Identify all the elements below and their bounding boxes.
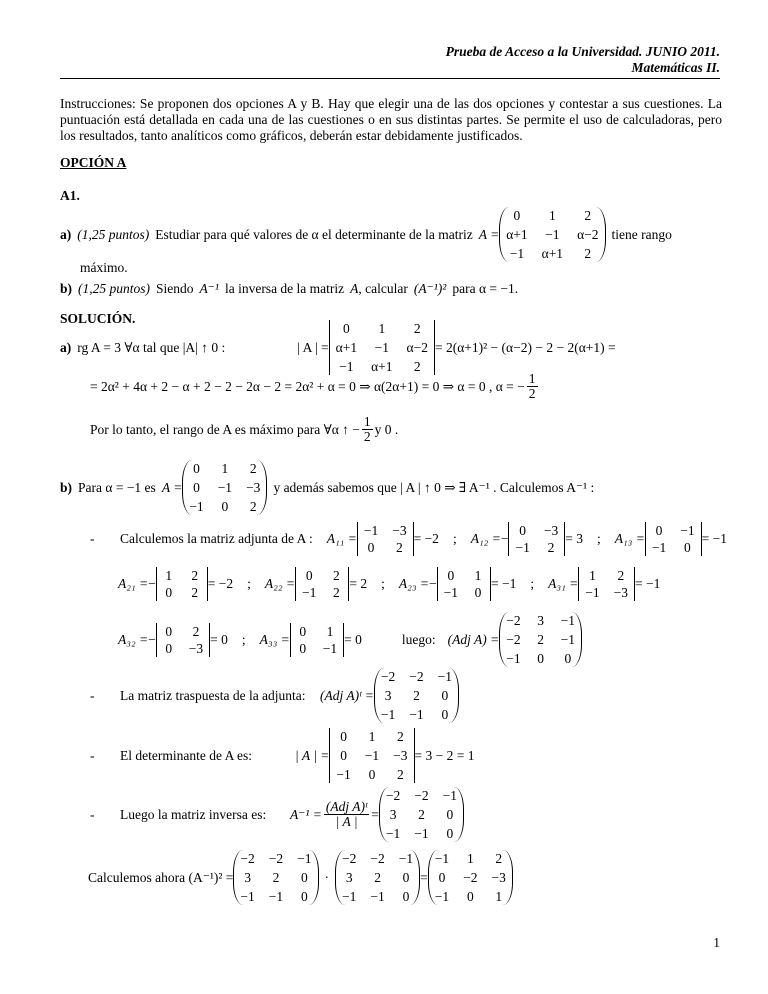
inverse-matrix <box>379 787 464 842</box>
cofactor-minor <box>295 567 349 601</box>
solution-a-conclusion <box>90 415 398 444</box>
cofactor-value: = 3 <box>565 531 583 546</box>
question-b-expr: (A⁻¹)² <box>413 281 447 296</box>
matrix-cell: 2 <box>547 540 555 555</box>
question-id: A1. <box>60 188 80 203</box>
matrix-cell: 0 <box>299 640 307 656</box>
matrix-cell: −1 <box>370 889 385 904</box>
question-a-cont: máximo. <box>80 260 128 275</box>
inverse-line <box>90 787 464 842</box>
cofactor-value: = 2 <box>349 576 368 591</box>
solution-a-label: a) <box>60 339 72 355</box>
dot-operator: · <box>324 869 330 885</box>
solution-a-line2 <box>90 372 540 401</box>
determinant-label: El determinante de A es: <box>120 747 252 763</box>
matrix-cell: −1 <box>509 246 525 261</box>
matrix-cell: 0 <box>343 321 350 336</box>
matrix-cell: 2 <box>617 568 625 583</box>
cofactor-value: = 0 <box>210 631 228 647</box>
header-rule <box>60 78 720 79</box>
matrix-cell: 1 <box>378 321 386 336</box>
matrix-cell: 2 <box>396 767 404 782</box>
cofactor-minor <box>290 623 344 657</box>
cofactor-value: = −2 <box>207 576 234 591</box>
solution-b-after: y además sabemos que | A | ↑ 0 ⇒ ∃ A⁻¹ . Calculemos A⁻¹ : <box>273 479 595 495</box>
matrix-cell: 0 <box>300 889 308 904</box>
matrix-cell: 2 <box>374 870 381 885</box>
matrix-cell: 2 <box>413 359 421 374</box>
square-factor-1 <box>233 850 318 905</box>
cofactor-value: = −1 <box>635 576 661 591</box>
question-a-points: (1,25 puntos) <box>77 226 150 242</box>
matrix-cell: −3 <box>543 523 559 538</box>
solution-b-label: b) <box>60 479 73 495</box>
matrix-cell: 1 <box>474 568 482 583</box>
cofactor <box>615 522 727 556</box>
cofactor-name: A₂₂ = <box>264 576 295 591</box>
separator: ; <box>596 531 601 546</box>
matrix-cell: 2 <box>333 585 340 600</box>
matrix-cell: −1 <box>268 889 284 904</box>
matrix-cell: 0 <box>655 523 663 538</box>
matrix-cell: 2 <box>413 688 420 703</box>
matrix-cell: −1 <box>443 585 459 600</box>
conclusion-text: y 0 . <box>374 421 399 437</box>
matrix-cell: −2 <box>506 613 521 628</box>
square-result <box>428 850 513 905</box>
matrix-cell: −1 <box>585 585 600 600</box>
matrix-cell: 0 <box>300 870 308 885</box>
det-lhs: | A | = <box>297 339 329 355</box>
matrix-cell: −1 <box>506 651 521 666</box>
matrix-cell: 3 <box>345 870 353 885</box>
matrix-cell: 0 <box>402 889 410 904</box>
matrix-cell: 0 <box>340 748 347 763</box>
matrix-cell: −2 <box>506 632 521 647</box>
matrix-cell: 2 <box>396 540 403 555</box>
matrix-cell: −3 <box>393 748 408 763</box>
det-simplification: = 2α² + 4α + 2 − α + 2 − 2 − 2α − 2 = 2α² + α = 0 ⇒ α(2α+1) = 0 ⇒ α = 0 , α = − <box>90 378 525 394</box>
question-a-text: Estudiar para qué valores de α el determinante de la matriz <box>155 226 473 242</box>
determinant-matrix <box>329 728 414 783</box>
matrix-cell: 2 <box>584 208 592 223</box>
cofactor-name: A₂₃ = <box>398 576 430 591</box>
matrix-cell: −1 <box>339 359 354 374</box>
question-a-label: a) <box>60 226 72 242</box>
inverse-label: Luego la matriz inversa es: <box>120 806 267 822</box>
matrix-cell: 2 <box>249 499 257 514</box>
matrix-cell: −2 <box>414 788 429 803</box>
matrix-cell: 0 <box>519 523 527 538</box>
matrix-name: A = <box>478 226 500 242</box>
matrix-cell: −1 <box>434 851 450 866</box>
header-title: Prueba de Acceso a la Universidad. JUNIO 2011. <box>445 44 720 59</box>
matrix-cell: 3 <box>389 807 397 822</box>
matrix-cell: −1 <box>322 640 338 656</box>
matrix-cell: 1 <box>165 568 173 583</box>
cofactor-name: A₃₁ = <box>548 576 579 591</box>
matrix-cell: −1 <box>442 788 458 803</box>
frac-den: 2 <box>363 429 371 444</box>
matrix-cell: −1 <box>434 889 450 904</box>
matrix-cell: 2 <box>272 870 280 885</box>
frac-den: | A | <box>335 814 358 829</box>
cofactor-row-3 <box>118 612 582 667</box>
matrix-cell: 3 <box>537 613 544 628</box>
cofactor-name: A₁₂ = <box>470 531 501 546</box>
matrix-cell: 0 <box>513 208 521 223</box>
cofactor-name: A₂₁ = <box>118 576 149 591</box>
matrix-cell: 0 <box>367 540 375 555</box>
matrix-cell: 1 <box>466 851 474 866</box>
fraction <box>362 415 373 444</box>
transpose-label: La matriz traspuesta de la adjunta: <box>120 687 306 703</box>
bullet: - <box>90 687 95 703</box>
bullet: - <box>90 747 95 763</box>
matrix-cell: 3 <box>384 688 392 703</box>
matrix-cell: −1 <box>560 613 575 628</box>
page-number: 1 <box>713 935 720 950</box>
matrix-cell: 2 <box>192 623 200 639</box>
question-b <box>60 281 518 297</box>
fraction <box>527 372 538 401</box>
matrix-cell: 0 <box>438 870 446 885</box>
cofactor-value: = −2 <box>413 531 439 546</box>
matrix-cell: −3 <box>491 870 506 885</box>
question-b-text: para α = −1. <box>452 281 519 296</box>
matrix-cell: 2 <box>191 568 199 583</box>
matrix-cell: −1 <box>297 851 312 866</box>
transpose-line <box>90 668 459 723</box>
equals: = <box>420 869 428 885</box>
matrix-cell: 0 <box>402 870 410 885</box>
cofactor <box>265 567 367 601</box>
frac-num: 1 <box>528 371 536 386</box>
matrix-cell: 0 <box>447 568 455 583</box>
cofactor <box>471 522 583 556</box>
matrix-cell: 0 <box>446 807 454 822</box>
cofactor-value: = −1 <box>701 531 727 546</box>
matrix-cell: −2 <box>463 870 478 885</box>
det-expansion: = 2(α+1)² − (α−2) − 2 − 2(α+1) = <box>434 339 616 355</box>
matrix-cell: 2 <box>418 807 425 822</box>
cofactor-row-2 <box>118 567 660 601</box>
matrix-cell: −1 <box>680 523 695 538</box>
adjoint-matrix <box>499 612 582 667</box>
matrix-cell: −1 <box>651 540 667 555</box>
cofactor-value: = 0 <box>344 631 362 647</box>
transpose-name: (Adj A)ᵗ = <box>320 687 374 703</box>
cofactor-value: = −1 <box>491 576 517 591</box>
matrix-cell: −3 <box>188 640 204 656</box>
matrix-cell: 0 <box>368 767 376 782</box>
cofactor-minor <box>645 522 702 556</box>
matrix-cell: 0 <box>340 729 347 744</box>
inverse-name: A⁻¹ = <box>290 806 322 822</box>
matrix-cell: 0 <box>537 651 544 666</box>
square-line <box>88 850 513 905</box>
matrix-cell: −2 <box>240 851 255 866</box>
question-b-text: la inversa de la matriz <box>224 281 345 296</box>
matrix-cell: 0 <box>165 585 173 600</box>
matrix-cell: 3 <box>244 870 251 885</box>
matrix-cell: 1 <box>548 208 556 223</box>
matrix-cell: −1 <box>515 540 530 555</box>
cofactor <box>399 567 516 601</box>
matrix-cell: 0 <box>474 585 482 600</box>
matrix-cell: 1 <box>495 889 503 904</box>
matrix-cell: −1 <box>437 669 452 684</box>
matrix-cell: −3 <box>246 480 261 495</box>
matrix-cell: −1 <box>560 632 575 647</box>
cofactor-name: A₁₃ = <box>614 531 645 546</box>
matrix-cell: 2 <box>584 246 592 261</box>
matrix-cell: −1 <box>545 227 560 242</box>
matrix-cell: 0 <box>446 826 454 841</box>
adjoint-intro: Calculemos la matriz adjunta de A : <box>120 531 313 546</box>
matrix-cell: −1 <box>409 707 424 722</box>
matrix-cell: α+1 <box>541 246 564 261</box>
cofactor <box>118 623 228 657</box>
question-b-text: , calcular <box>358 281 408 296</box>
matrix-cell: 0 <box>684 540 691 555</box>
det-A-alpha <box>329 320 435 375</box>
instructions: Instrucciones: Se proponen dos opciones A y B. Hay que elegir una de las dos opciones y contestar a sus cuestiones. La puntuación está detallada en cada una de las cuestiones o en sus distintas partes. Se permite el uso de calculadoras, pero los resultados, tanto analíticos como gráficos, deberán estar debidamente justificados. <box>60 96 722 143</box>
question-b-ainv: A⁻¹ <box>199 281 219 296</box>
cofactor-sign: − <box>500 531 509 546</box>
matrix-cell: α−2 <box>406 340 428 355</box>
matrix-cell: −1 <box>398 851 414 866</box>
matrix-cell: 2 <box>537 632 544 647</box>
matrix-cell: 2 <box>191 585 199 600</box>
cofactor-name: A₁₁ = <box>326 531 357 546</box>
matrix-cell: 0 <box>221 499 229 514</box>
adjoint-name: (Adj A) = <box>447 631 500 647</box>
determinant-line <box>90 728 475 783</box>
matrix-cell: 0 <box>305 568 313 583</box>
matrix-cell: −1 <box>342 889 357 904</box>
matrix-cell: α+1 <box>506 227 528 242</box>
solution-b-intro: Para α = −1 es <box>78 479 156 495</box>
solution-a <box>60 320 616 375</box>
separator: ; <box>530 576 535 591</box>
matrix-cell: 0 <box>441 707 449 722</box>
matrix-cell: −1 <box>336 767 351 782</box>
separator: ; <box>247 576 251 591</box>
matrix-cell: −1 <box>189 499 204 514</box>
matrix-cell: −2 <box>409 669 424 684</box>
matrix-cell: α+1 <box>371 359 393 374</box>
matrix-A-alpha <box>499 207 605 262</box>
matrix-cell: −3 <box>613 585 629 600</box>
determinant-name: | A | = <box>295 747 330 763</box>
matrix-cell: −1 <box>217 480 233 495</box>
cofactor <box>327 522 439 556</box>
cofactor-minor <box>578 567 635 601</box>
matrix-cell: −2 <box>385 788 401 803</box>
cofactor-sign: − <box>429 576 437 591</box>
matrix-cell: −1 <box>385 826 401 841</box>
bullet: - <box>90 806 95 822</box>
solution-title: SOLUCIÓN. <box>60 311 136 326</box>
frac-num: (Adj A)ᵗ <box>325 799 368 814</box>
conclusion-text: Por lo tanto, el rango de A es máximo para ∀α ↑ − <box>90 421 360 437</box>
matrix-cell: 2 <box>495 851 503 866</box>
matrix-cell: 1 <box>326 623 334 639</box>
cofactor-minor <box>156 567 208 601</box>
matrix-cell: 1 <box>589 568 596 583</box>
cofactor <box>260 623 362 657</box>
luego-label: luego: <box>401 631 436 647</box>
transpose-matrix <box>374 668 459 723</box>
separator: ; <box>452 531 457 546</box>
equals: = <box>371 806 379 822</box>
matrix-cell: 0 <box>466 889 474 904</box>
matrix-cell: −1 <box>364 748 380 763</box>
square-label: Calculemos ahora (A⁻¹)² = <box>88 869 234 885</box>
cofactor <box>118 567 233 601</box>
matrix-cell: 0 <box>441 688 449 703</box>
matrix-cell: 0 <box>299 623 307 639</box>
matrix-cell: 0 <box>165 623 173 639</box>
question-b-points: (1,25 puntos) <box>78 281 151 296</box>
matrix-cell: 2 <box>333 568 340 583</box>
matrix-cell: 0 <box>564 651 572 666</box>
matrix-cell: 0 <box>193 480 200 495</box>
separator: ; <box>241 631 246 647</box>
solution-a-condition: rg A = 3 ∀α tal que |A| ↑ 0 : <box>77 339 226 355</box>
question-b-a: A <box>350 281 359 296</box>
matrix-cell: 2 <box>249 461 257 476</box>
cofactor-minor <box>437 567 491 601</box>
cofactor-name: A₃₂ = <box>118 631 149 647</box>
option-title: OPCIÓN A <box>60 155 127 170</box>
cofactor-sign: − <box>148 631 156 647</box>
determinant-value: = 3 − 2 = 1 <box>414 747 475 763</box>
matrix-cell: −2 <box>370 851 385 866</box>
question-a <box>60 207 672 262</box>
matrix-A <box>182 460 267 515</box>
solution-b <box>60 460 594 515</box>
matrix-cell: −1 <box>380 707 396 722</box>
inverse-fraction <box>324 800 369 829</box>
matrix-cell: α+1 <box>335 340 358 355</box>
matrix-cell: 1 <box>368 729 376 744</box>
matrix-cell: −2 <box>268 851 284 866</box>
matrix-cell: −1 <box>363 523 379 538</box>
page-header <box>446 44 720 76</box>
cofactor-sign: − <box>148 576 156 591</box>
matrix-cell: −1 <box>240 889 255 904</box>
matrix-cell: −2 <box>342 851 357 866</box>
cofactor-row-1 <box>90 522 727 556</box>
separator: ; <box>381 576 385 591</box>
header-subject: Matemáticas II. <box>631 60 720 75</box>
matrix-cell: −3 <box>392 523 407 538</box>
matrix-cell: −2 <box>380 669 396 684</box>
matrix-cell: −1 <box>374 340 389 355</box>
matrix-cell: 0 <box>165 640 173 656</box>
matrix-cell: 2 <box>396 729 404 744</box>
matrix-cell: 1 <box>221 461 229 476</box>
square-factor-2 <box>335 850 420 905</box>
bullet: - <box>90 531 95 546</box>
question-b-text: Siendo <box>156 281 194 296</box>
question-b-label: b) <box>60 281 73 296</box>
cofactor-minor <box>156 623 210 657</box>
question-a-after: tiene rango <box>611 226 672 242</box>
frac-num: 1 <box>363 414 371 429</box>
cofactor-name: A₃₃ = <box>259 631 290 647</box>
cofactor-minor <box>357 522 414 556</box>
matrix-cell: 2 <box>413 321 421 336</box>
frac-den: 2 <box>528 386 536 401</box>
matrix-cell: −1 <box>302 585 317 600</box>
matrix-cell: 0 <box>193 461 200 476</box>
matrix-cell: −1 <box>414 826 429 841</box>
cofactor <box>548 567 660 601</box>
matrix-name: A = <box>161 479 183 495</box>
matrix-cell: α−2 <box>577 227 599 242</box>
cofactor-minor <box>508 522 565 556</box>
